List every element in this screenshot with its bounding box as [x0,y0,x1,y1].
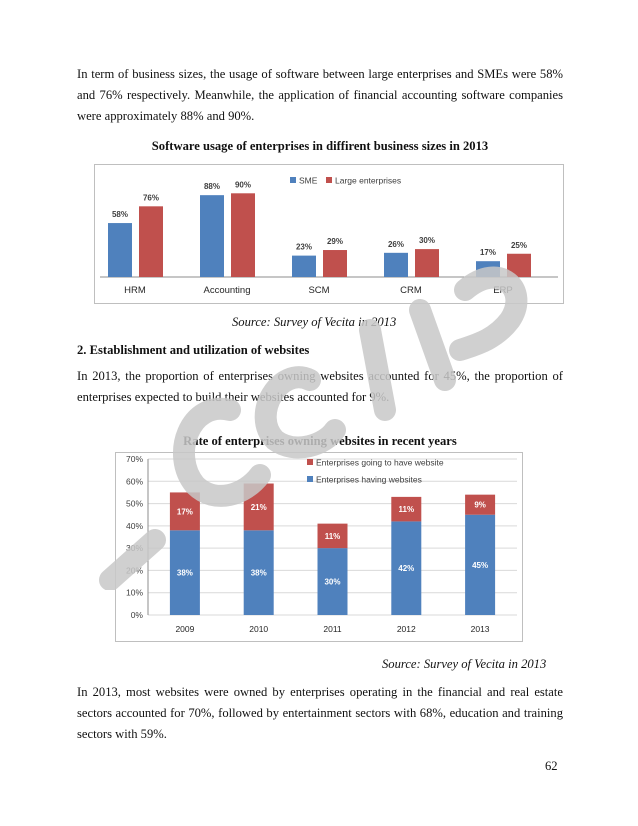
chart1-legend-swatch [326,177,332,183]
chart1-bar [292,256,316,277]
chart1-legend-label: SME [299,175,318,186]
chart1-bar [108,223,132,277]
chart1-bar [139,206,163,277]
chart1-legend-label: Large enterprises [335,175,402,186]
chart1-bar [415,249,439,277]
chart1-category-label: Accounting [203,285,251,296]
chart1-data-label: 88% [203,182,221,192]
chart2-category-label: 2012 [396,624,416,634]
chart1-container [94,164,564,304]
chart2-caption: Rate of enterprises owning websites in recent years [183,434,457,448]
chart2-category-label: 2013 [470,624,490,634]
chart2-y-tick-label: 50% [125,498,143,509]
chart2-data-label: 9% [474,500,486,510]
chart2-legend-label: Enterprises going to have website [316,457,444,468]
chart2-legend-swatch [307,476,313,482]
chart1-source: Source: Survey of Vecita in 2013 [232,315,397,329]
chart2-y-tick-label: 40% [125,520,143,531]
chart2-legend-label: Enterprises having websites [316,474,422,485]
chart2-source: Source: Survey of Vecita in 2013 [382,657,547,671]
chart2-y-tick-label: 20% [125,565,143,576]
chart2-y-tick-label: 60% [125,476,143,487]
chart1-category-label: CRM [400,285,422,296]
chart2-data-label: 21% [250,502,267,512]
chart2-data-label: 17% [176,507,193,517]
chart2-data-label: 45% [472,560,489,570]
paragraph-websites: In 2013, the proportion of enterprises owning websites accounted for 45%, the proportion of enterprises expected to build their websites accounted for 9%. [77,369,563,404]
chart2-container [115,452,523,642]
chart1-caption: Software usage of enterprises in diffirent business sizes in 2013 [151,139,489,153]
software-usage-chart [94,164,564,304]
chart1-data-label: 76% [142,193,160,203]
chart2-category-label: 2010 [249,624,269,634]
chart1-bar [384,253,408,277]
chart2-y-tick-label: 30% [125,543,143,554]
chart2-category-label: 2009 [175,624,195,634]
chart2-category-label: 2011 [323,624,342,634]
chart1-bar [323,250,347,277]
chart2-y-tick-label: 70% [125,454,143,464]
page-number: 62 [545,759,558,773]
chart2-data-label: 38% [250,568,267,578]
chart1-bar [200,195,224,277]
chart1-frame [95,165,564,304]
chart1-data-label: 90% [234,180,252,190]
chart1-data-label: 17% [479,248,497,258]
chart2-y-tick-label: 10% [125,587,143,598]
chart1-data-label: 26% [387,239,405,249]
paragraph-sectors: In 2013, most websites were owned by enterprises operating in the financial and real estate sectors accounted for 70%, followed by entertainment sectors with 68%, education and training sectors with 59%. [77,685,563,741]
chart1-category-label: HRM [124,285,146,296]
chart2-data-label: 30% [324,577,341,587]
chart1-data-label: 29% [326,237,344,247]
chart1-category-label: SCM [308,285,330,296]
chart1-data-label: 58% [111,210,129,220]
chart1-bar [507,254,531,277]
chart1-legend-swatch [290,177,296,183]
chart1-data-label: 30% [418,236,436,246]
chart2-data-label: 11% [398,505,415,515]
chart1-category-label: ERP [493,285,513,296]
chart2-data-label: 11% [324,531,341,541]
section-heading-websites: 2. Establishment and utilization of websites [77,343,310,357]
paragraph-business-sizes: In term of business sizes, the usage of software between large enterprises and SMEs were 58% and 76% respectively. Meanwhile, the application of financial accounting software companies were approximately 88% and 90%. [77,67,563,123]
chart2-y-tick-label: 0% [130,610,143,620]
chart2-legend-swatch [307,459,313,465]
chart1-data-label: 23% [295,242,313,252]
chart1-bar [476,261,500,277]
chart2-data-label: 38% [176,568,193,578]
chart2-data-label: 42% [398,564,415,574]
chart1-bar [231,193,255,277]
website-ownership-chart [115,452,523,642]
chart1-data-label: 25% [510,240,528,250]
